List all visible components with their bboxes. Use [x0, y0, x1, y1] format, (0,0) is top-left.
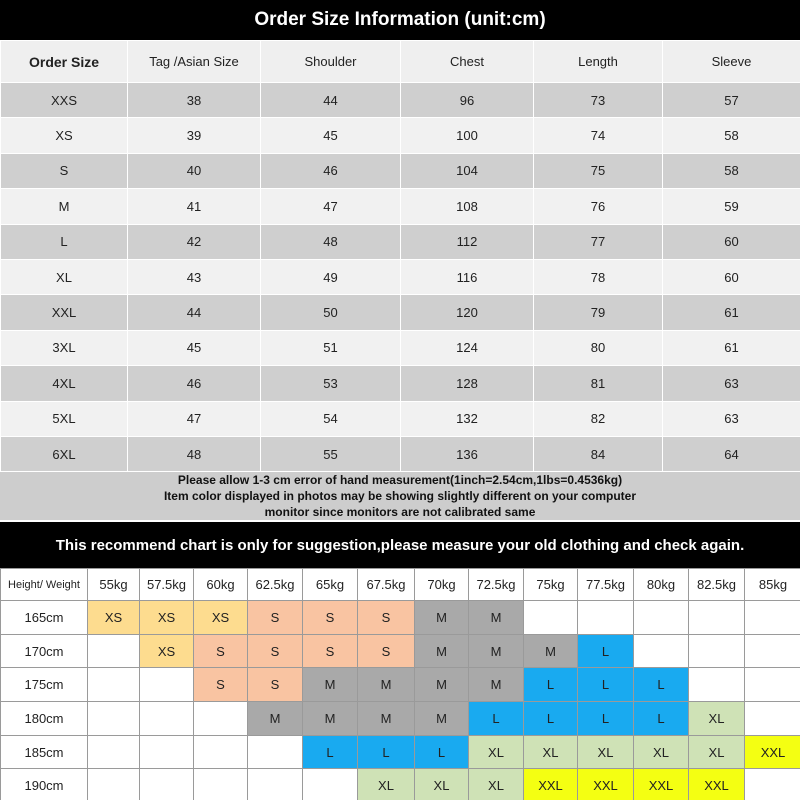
table-cell: XXL: [1, 295, 128, 330]
weight-header: 85kg: [745, 569, 800, 601]
table-row: [1, 259, 800, 294]
recommend-cell: M: [469, 601, 524, 635]
recommend-cell: XXL: [634, 769, 689, 800]
weight-header-row: [1, 569, 800, 601]
note-line: Please allow 1-3 cm error of hand measurement(1inch=2.54cm,1lbs=0.4536kg): [177, 473, 623, 487]
table-cell: 4XL: [1, 366, 128, 401]
recommend-cell: M: [358, 668, 415, 702]
weight-header: 60kg: [194, 569, 248, 601]
recommend-cell: [248, 769, 303, 800]
table-cell: 79: [534, 295, 663, 330]
recommend-cell: L: [634, 702, 689, 736]
recommend-cell: XXL: [578, 769, 634, 800]
header-chest: Chest: [401, 41, 534, 83]
recommend-cell: L: [578, 702, 634, 736]
table-cell: 108: [401, 189, 534, 224]
recommend-cell: L: [634, 668, 689, 702]
table-cell: 136: [401, 436, 534, 471]
table-cell: 43: [128, 259, 261, 294]
weight-header: 65kg: [303, 569, 358, 601]
table-cell: XS: [1, 118, 128, 153]
table-cell: 100: [401, 118, 534, 153]
table-cell: 42: [128, 224, 261, 259]
recommend-cell: S: [358, 601, 415, 635]
table-cell: 49: [261, 259, 401, 294]
table-cell: 120: [401, 295, 534, 330]
recommend-cell: M: [469, 634, 524, 668]
height-row: [1, 668, 800, 702]
recommend-cell: [248, 735, 303, 769]
recommend-cell: [194, 702, 248, 736]
recommend-cell: S: [303, 634, 358, 668]
recommend-cell: S: [194, 634, 248, 668]
recommend-cell: [745, 601, 800, 635]
recommend-cell: L: [578, 668, 634, 702]
table-cell: 96: [401, 83, 534, 118]
page-title: Order Size Information (unit:cm): [0, 0, 800, 40]
recommend-cell: M: [303, 668, 358, 702]
height-label: 165cm: [1, 601, 88, 635]
recommend-cell: [634, 634, 689, 668]
table-cell: 54: [261, 401, 401, 436]
table-row: [1, 401, 800, 436]
recommend-cell: [194, 735, 248, 769]
table-cell: 40: [128, 153, 261, 188]
height-label: 175cm: [1, 668, 88, 702]
weight-header: 72.5kg: [469, 569, 524, 601]
recommend-cell: S: [358, 634, 415, 668]
recommend-banner: This recommend chart is only for suggestion,please measure your old clothing and check again.: [0, 522, 800, 568]
table-cell: 80: [534, 330, 663, 365]
recommend-cell: [689, 668, 745, 702]
recommend-cell: M: [524, 634, 578, 668]
size-table: [0, 40, 800, 472]
recommend-cell: [745, 769, 800, 800]
weight-header: 80kg: [634, 569, 689, 601]
weight-header: 57.5kg: [140, 569, 194, 601]
table-cell: 6XL: [1, 436, 128, 471]
recommend-cell: M: [415, 634, 469, 668]
recommend-cell: L: [358, 735, 415, 769]
recommend-cell: [745, 702, 800, 736]
table-cell: 60: [663, 259, 800, 294]
note-line: monitor since monitors are not calibrated same: [264, 505, 536, 519]
table-row: [1, 330, 800, 365]
height-row: [1, 634, 800, 668]
recommend-cell: M: [415, 601, 469, 635]
table-cell: 81: [534, 366, 663, 401]
table-cell: 39: [128, 118, 261, 153]
recommend-cell: L: [303, 735, 358, 769]
recommend-cell: M: [303, 702, 358, 736]
table-cell: S: [1, 153, 128, 188]
recommend-cell: [634, 601, 689, 635]
recommend-cell: XXL: [745, 735, 800, 769]
recommend-cell: XL: [634, 735, 689, 769]
recommend-cell: [88, 769, 140, 800]
table-cell: 61: [663, 295, 800, 330]
recommend-cell: M: [415, 702, 469, 736]
table-cell: 53: [261, 366, 401, 401]
header-length: Length: [534, 41, 663, 83]
table-cell: 64: [663, 436, 800, 471]
table-cell: 45: [128, 330, 261, 365]
table-cell: 3XL: [1, 330, 128, 365]
table-cell: 57: [663, 83, 800, 118]
header-tag-size: Tag /Asian Size: [128, 41, 261, 83]
table-cell: 45: [261, 118, 401, 153]
recommend-cell: L: [578, 634, 634, 668]
table-cell: 59: [663, 189, 800, 224]
table-cell: 63: [663, 366, 800, 401]
table-cell: 132: [401, 401, 534, 436]
header-sleeve: Sleeve: [663, 41, 800, 83]
table-cell: 5XL: [1, 401, 128, 436]
table-row: [1, 436, 800, 471]
recommend-cell: [140, 769, 194, 800]
table-cell: 48: [261, 224, 401, 259]
table-cell: 128: [401, 366, 534, 401]
recommend-cell: XS: [88, 601, 140, 635]
recommend-cell: M: [469, 668, 524, 702]
weight-header: 67.5kg: [358, 569, 415, 601]
recommend-cell: [140, 735, 194, 769]
table-cell: 60: [663, 224, 800, 259]
table-row: [1, 153, 800, 188]
table-cell: 50: [261, 295, 401, 330]
table-cell: 41: [128, 189, 261, 224]
table-cell: 112: [401, 224, 534, 259]
weight-header: 70kg: [415, 569, 469, 601]
table-cell: 58: [663, 118, 800, 153]
recommend-cell: [88, 702, 140, 736]
recommend-cell: XXL: [689, 769, 745, 800]
recommend-cell: [745, 668, 800, 702]
recommend-cell: XS: [140, 601, 194, 635]
table-cell: 61: [663, 330, 800, 365]
height-row: [1, 735, 800, 769]
weight-header: 55kg: [88, 569, 140, 601]
table-cell: 58: [663, 153, 800, 188]
recommend-cell: [745, 634, 800, 668]
table-cell: 46: [261, 153, 401, 188]
recommend-cell: [578, 601, 634, 635]
table-cell: 77: [534, 224, 663, 259]
recommend-cell: [88, 634, 140, 668]
height-row: [1, 769, 800, 800]
table-cell: 116: [401, 259, 534, 294]
recommend-cell: [689, 634, 745, 668]
table-cell: 104: [401, 153, 534, 188]
table-cell: M: [1, 189, 128, 224]
recommend-cell: [194, 769, 248, 800]
weight-header: 77.5kg: [578, 569, 634, 601]
recommend-cell: XL: [578, 735, 634, 769]
height-label: 170cm: [1, 634, 88, 668]
table-cell: 75: [534, 153, 663, 188]
recommend-cell: L: [469, 702, 524, 736]
recommend-cell: M: [358, 702, 415, 736]
recommend-cell: [524, 601, 578, 635]
recommend-cell: XL: [524, 735, 578, 769]
height-label: 185cm: [1, 735, 88, 769]
recommend-cell: XS: [140, 634, 194, 668]
table-row: [1, 295, 800, 330]
table-cell: 47: [261, 189, 401, 224]
table-cell: 73: [534, 83, 663, 118]
recommend-cell: XXL: [524, 769, 578, 800]
height-weight-label: Height/ Weight: [1, 569, 88, 601]
table-cell: XXS: [1, 83, 128, 118]
recommend-cell: S: [303, 601, 358, 635]
measurement-notes: [0, 472, 800, 520]
recommend-cell: L: [524, 668, 578, 702]
header-shoulder: Shoulder: [261, 41, 401, 83]
table-row: [1, 118, 800, 153]
recommend-cell: XL: [689, 735, 745, 769]
height-label: 190cm: [1, 769, 88, 800]
weight-header: 62.5kg: [248, 569, 303, 601]
recommend-cell: XS: [194, 601, 248, 635]
recommend-cell: XL: [689, 702, 745, 736]
table-cell: L: [1, 224, 128, 259]
recommend-cell: M: [248, 702, 303, 736]
table-cell: XL: [1, 259, 128, 294]
height-row: [1, 601, 800, 635]
table-cell: 46: [128, 366, 261, 401]
recommend-cell: S: [248, 601, 303, 635]
recommend-cell: L: [415, 735, 469, 769]
weight-header: 75kg: [524, 569, 578, 601]
recommend-cell: [689, 601, 745, 635]
recommend-cell: S: [194, 668, 248, 702]
recommend-cell: XL: [469, 769, 524, 800]
table-cell: 82: [534, 401, 663, 436]
recommend-cell: [88, 735, 140, 769]
recommend-cell: S: [248, 634, 303, 668]
recommend-cell: [140, 702, 194, 736]
recommend-cell: S: [248, 668, 303, 702]
recommend-cell: XL: [469, 735, 524, 769]
table-row: [1, 366, 800, 401]
table-cell: 63: [663, 401, 800, 436]
header-order-size: Order Size: [1, 41, 128, 83]
table-cell: 55: [261, 436, 401, 471]
recommend-table: [0, 568, 800, 800]
table-row: [1, 224, 800, 259]
table-row: [1, 83, 800, 118]
recommend-cell: XL: [358, 769, 415, 800]
table-cell: 44: [261, 83, 401, 118]
table-cell: 76: [534, 189, 663, 224]
recommend-cell: M: [415, 668, 469, 702]
height-row: [1, 702, 800, 736]
note-line: Item color displayed in photos may be showing slightly different on your computer: [163, 489, 637, 503]
table-cell: 78: [534, 259, 663, 294]
table-cell: 124: [401, 330, 534, 365]
recommend-cell: [88, 668, 140, 702]
table-cell: 84: [534, 436, 663, 471]
table-cell: 74: [534, 118, 663, 153]
size-table-header: [1, 41, 800, 83]
recommend-cell: [140, 668, 194, 702]
table-cell: 47: [128, 401, 261, 436]
table-cell: 51: [261, 330, 401, 365]
table-cell: 38: [128, 83, 261, 118]
recommend-cell: XL: [415, 769, 469, 800]
weight-header: 82.5kg: [689, 569, 745, 601]
table-cell: 48: [128, 436, 261, 471]
recommend-cell: L: [524, 702, 578, 736]
recommend-cell: [303, 769, 358, 800]
table-row: [1, 189, 800, 224]
table-cell: 44: [128, 295, 261, 330]
height-label: 180cm: [1, 702, 88, 736]
